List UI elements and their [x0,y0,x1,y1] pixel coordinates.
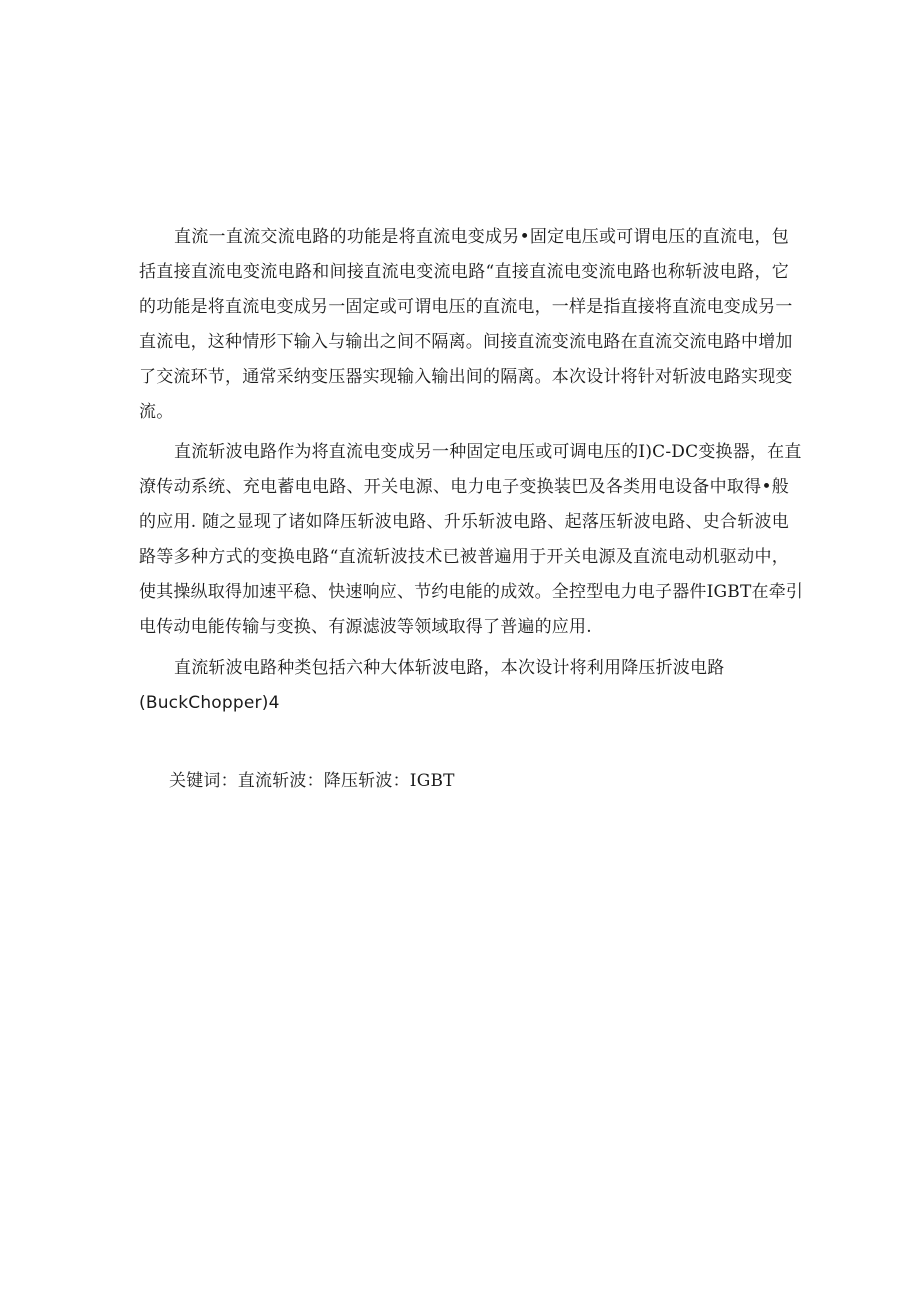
paragraph-line: 使其操纵取得加速平稳、快速响应、节约电能的成效。全控型电力电子器件IGBT在牵引 [139,582,804,602]
paragraph-line: 直流斩波电路种类包括六种大体斩波电路，本次设计将利用降压折波电路 [174,658,725,678]
paragraph-line: 的应用. 随之显现了诸如降压斩波电路、升乐斩波电路、起落压斩波电路、史合斩波电 [139,512,789,532]
paragraph-line: 直流电，这种情形下输入与输出之间不隔离。间接直流变流电路在直流交流电路中增加 [139,332,793,352]
paragraph-line: 电传动电能传输与变换、有源滤波等领域取得了普遍的应用. [139,617,592,637]
paragraph-line: 直流一直流交流电路的功能是将直流电变成另•固定电压或可谓电压的直流电，包 [174,227,789,247]
paragraph-line: 直流斩波电路作为将直流电变成另一种固定电压或可调电压的I)C-DC变换器，在直 [174,442,802,462]
paragraph-line: 流。 [139,402,174,422]
paragraph-line: (BuckChopper)4 [139,693,280,713]
paragraph-line: 路等多种方式的变换电路“直流斩波技术已被普遍用于开关电源及直流电动机驱动中， [139,547,789,567]
paragraph-line: 括直接直流电变流电路和间接直流电变流电路“直接直流电变流电路也称斩波电路，它 [139,262,789,282]
keywords-line: 关键词：直流斩波：降压斩波：IGBT [169,771,455,791]
paragraph-line: 的功能是将直流电变成另一固定或可谓电压的直流电，一样是指直接将直流电变成另一 [139,297,793,317]
paragraph-line: 了交流环节，通常采纳变压器实现输入输出间的隔离。本次设计将针对斩波电路实现变 [139,367,793,387]
paragraph-line: 潦传动系统、充电蓄电电路、开关电源、电力电子变换装巴及各类用电设备中取得•般 [139,477,789,497]
